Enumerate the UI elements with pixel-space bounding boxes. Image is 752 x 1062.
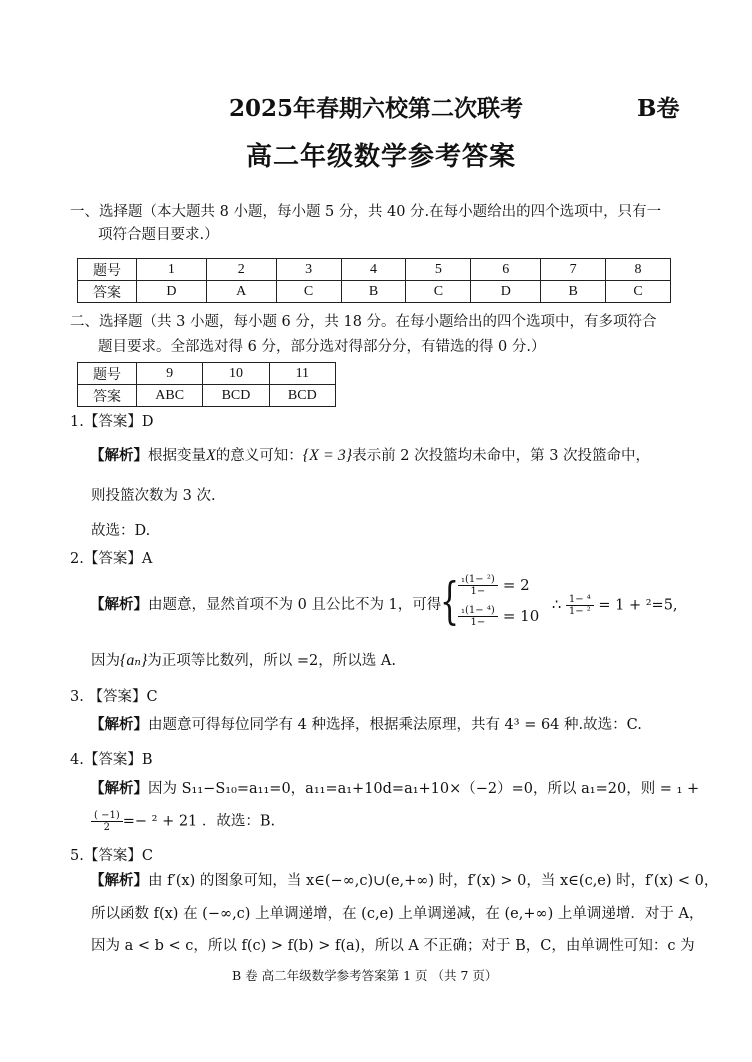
q3-answer: 3. 【答案】C	[70, 689, 158, 705]
section2-intro-line2: 题目要求。全部选对得 6 分，部分选对得部分分，有错选的得 0 分.）	[98, 339, 546, 355]
table-row	[78, 363, 336, 385]
math-set: {X = 3}	[302, 447, 353, 464]
explanation-tag: 【解析】	[90, 716, 148, 733]
explanation-text: 由 f′(x) 的图象可知，当 x∈(−∞,c)∪(e,+∞) 时，f′(x) > 0，当 x∈(c,e) 时，f′(x) < 0，	[148, 873, 719, 889]
fraction-denominator: 1− ²	[568, 606, 591, 617]
fraction-numerator: ₁(1− ⁴)	[458, 605, 498, 617]
q4-answer: 4.【答案】B	[70, 752, 153, 768]
explanation-tag: 【解析】	[90, 872, 148, 889]
volume-label: B卷	[637, 95, 680, 122]
table-row-label: 题号	[78, 363, 137, 385]
explanation-text: 的意义可知：	[215, 448, 303, 464]
q1-conclusion: 故选：D.	[91, 523, 151, 539]
explanation-text: 表示前 2 次投篮均未命中，第 3 次投篮命中，	[352, 448, 651, 464]
section2-answer-table	[77, 362, 336, 407]
fraction-denominator: 1−	[470, 617, 486, 628]
table-cell: D	[471, 281, 541, 303]
explanation-text: =− ² + 21 ．故选：B.	[122, 813, 276, 830]
q4-explanation-line2	[91, 810, 275, 833]
table-cell: 10	[203, 363, 269, 385]
explanation-text: 根据变量	[148, 448, 206, 464]
left-brace: {	[440, 572, 460, 630]
table-row-label: 答案	[78, 281, 137, 303]
table-cell: 5	[406, 259, 471, 281]
q2-equation-system	[440, 574, 560, 634]
q5-answer: 5.【答案】C	[70, 848, 153, 864]
explanation-text: 因为 S₁₁−S₁₀=a₁₁=0，a₁₁=a₁+10d=a₁+10×（−2）=0，所以 a₁=20，则 = ₁ +	[148, 781, 700, 797]
q2-answer: 2.【答案】A	[70, 551, 153, 567]
q2-explanation	[90, 595, 441, 615]
table-cell: 2	[206, 259, 276, 281]
exam-title: 2025年春期六校第二次联考	[229, 95, 524, 122]
table-cell: BCD	[269, 385, 335, 407]
explanation-text: 由题意可得每位同学有 4 种选择，根据乘法原理，共有 4³ = 64 种.故选：C.	[148, 717, 642, 733]
table-cell: B	[341, 281, 406, 303]
table-cell: 1	[137, 259, 207, 281]
table-cell: 6	[471, 259, 541, 281]
table-cell: D	[137, 281, 207, 303]
table-cell: 8	[606, 259, 671, 281]
table-row	[78, 385, 336, 407]
page-subtitle: 高二年级数学参考答案	[246, 142, 517, 172]
table-cell: C	[406, 281, 471, 303]
table-row	[78, 281, 671, 303]
explanation-tag: 【解析】	[90, 596, 148, 613]
table-cell: 11	[269, 363, 335, 385]
q4-explanation	[90, 779, 699, 799]
section2-intro-line1: 二、选择题（共 3 小题，每小题 6 分，共 18 分。在每小题给出的四个选项中，有多项符合	[70, 314, 657, 330]
q5-explanation-line3: 因为 a < b < c，所以 f(c) > f(b) > f(a)，所以 A 不正确；对于 B，C，由单调性可知：c 为	[91, 938, 695, 954]
fraction-numerator: ( −1)	[91, 810, 123, 822]
page-footer: B 卷 高二年级数学参考答案第 1 页 （共 7 页）	[232, 968, 498, 983]
q1-explanation	[90, 446, 650, 466]
table-cell: 9	[137, 363, 203, 385]
math-sequence: {aₙ}	[120, 652, 148, 669]
equation-2	[458, 605, 539, 628]
q2-explanation-line2	[91, 651, 396, 671]
equation-rhs: = 1 + ²=5,	[598, 597, 678, 614]
table-cell: 4	[341, 259, 406, 281]
table-cell: A	[206, 281, 276, 303]
table-row-label: 答案	[78, 385, 137, 407]
fraction-numerator: 1− ⁴	[566, 594, 594, 606]
table-cell: 7	[541, 259, 606, 281]
fraction-denominator: 1−	[470, 586, 486, 597]
equation-rhs: = 2	[502, 576, 530, 594]
q1-answer: 1.【答案】D	[70, 414, 154, 430]
explanation-text: 因为	[91, 653, 120, 669]
table-cell: B	[541, 281, 606, 303]
section1-intro-line2: 项符合题目要求.）	[98, 227, 219, 243]
explanation-tag: 【解析】	[90, 447, 148, 464]
therefore-symbol: ∴	[552, 597, 562, 614]
table-cell: 3	[276, 259, 341, 281]
q5-explanation	[90, 871, 718, 891]
equation-rhs: = 10	[502, 607, 540, 625]
fraction-denominator: 2	[103, 822, 111, 833]
table-row	[78, 259, 671, 281]
fraction-numerator: ₁(1− ²)	[458, 574, 498, 586]
section1-answer-table	[77, 258, 671, 303]
math-variable: X	[206, 447, 216, 464]
explanation-tag: 【解析】	[90, 780, 148, 797]
table-row-label: 题号	[78, 259, 137, 281]
explanation-text: 由题意，显然首项不为 0 且公比不为 1，可得	[148, 597, 442, 613]
q5-explanation-line2: 所以函数 f(x) 在 (−∞,c) 上单调递增，在 (c,e) 上单调递减，在 (e,+∞) 上单调递增．对于 A，	[91, 906, 704, 922]
equation-1	[458, 574, 530, 597]
table-cell: BCD	[203, 385, 269, 407]
explanation-text: 为正项等比数列，所以 =2，所以选 A.	[147, 653, 396, 669]
table-cell: ABC	[137, 385, 203, 407]
table-cell: C	[276, 281, 341, 303]
section1-intro-line1: 一、选择题（本大题共 8 小题，每小题 5 分，共 40 分.在每小题给出的四个选项中，只有一	[70, 204, 662, 220]
q1-explanation-line2: 则投篮次数为 3 次.	[91, 488, 216, 504]
table-cell: C	[606, 281, 671, 303]
q2-therefore	[552, 594, 678, 617]
q3-explanation	[90, 715, 642, 735]
